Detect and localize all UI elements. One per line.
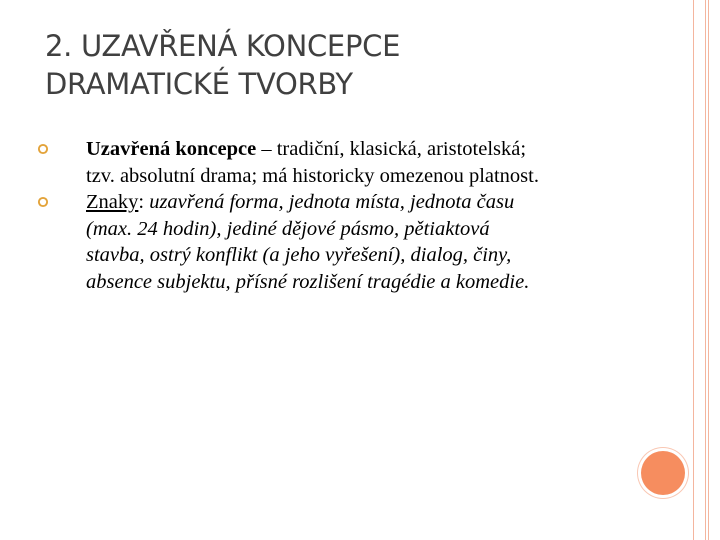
bullet-text: – tradiční, klasická, aristotelská; (256, 138, 527, 160)
slide-title (45, 27, 645, 103)
bullet-text: stavba, ostrý konflikt (a jeho vyřešení), dialog, činy, (86, 244, 512, 266)
bullet-list (86, 136, 646, 295)
term-label: Uzavřená koncepce (86, 138, 257, 160)
slide-title-line: DRAMATICKÉ TVORBY (45, 67, 353, 101)
decorative-rail-line (705, 0, 706, 540)
bullet-item (86, 136, 646, 189)
decorative-rail-line (693, 0, 694, 540)
bullet-text: (max. 24 hodin), jediné dějové pásmo, pětiaktová (86, 217, 490, 240)
bullet-icon (37, 196, 49, 208)
separator-text: : (138, 191, 150, 213)
bullet-item (86, 189, 646, 295)
decorative-circle (641, 451, 685, 495)
slide-title-line: 2. UZAVŘENÁ KONCEPCE (45, 29, 401, 63)
bullet-text: uzavřená forma, jednota místa, jednota času (149, 191, 515, 213)
bullet-text: absence subjektu, přísné rozlišení tragédie a komedie. (86, 270, 530, 293)
term-label: Znaky (86, 191, 139, 213)
decorative-rail-line (708, 0, 709, 540)
bullet-icon (37, 143, 49, 155)
bullet-text: tzv. absolutní drama; má historicky omezenou platnost. (86, 164, 539, 187)
